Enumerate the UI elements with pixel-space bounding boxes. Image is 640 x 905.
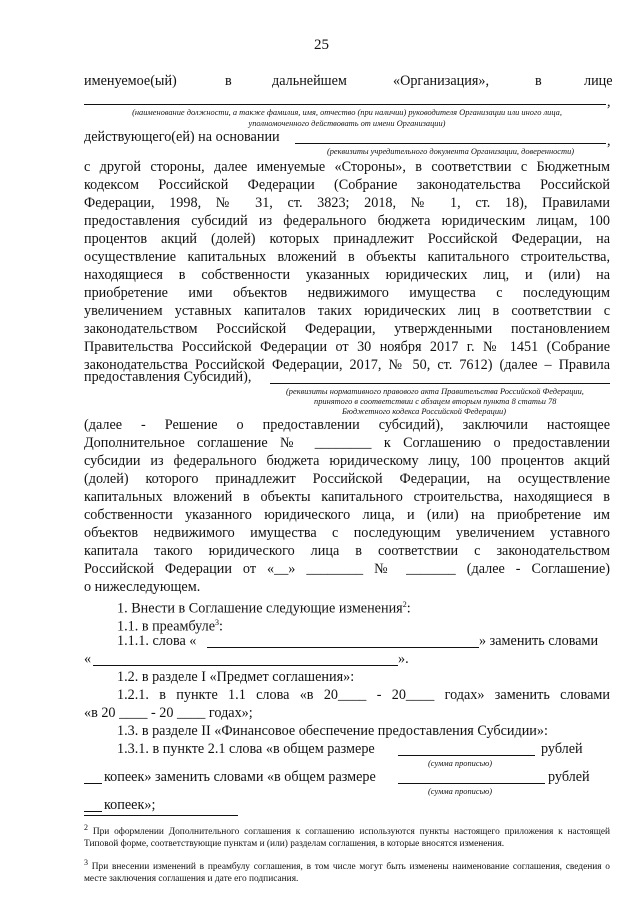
item-1-2-1-new: «в 20 ____ - 20 ____ годах»; bbox=[84, 705, 253, 721]
text-line: Дополнительное соглашение № ________ к Соглашению о предоставлении bbox=[84, 435, 610, 451]
regulation-caption-1: (реквизиты нормативного правового акта Правительства Российской Федерации, bbox=[286, 387, 584, 396]
item-1-3: 1.3. в разделе II «Финансовое обеспечение предоставления Субсидии»: bbox=[117, 723, 548, 739]
item-1-2-1: 1.2.1. в пункте 1.1 слова «в 20____ - 20____ годах» заменить словами bbox=[117, 687, 610, 703]
item-1-3-1-end: копеек»; bbox=[104, 797, 156, 813]
regulation-caption-3: Бюджетного кодекса Российской Федерации) bbox=[342, 407, 507, 416]
item-1-1-1-open-quote: « bbox=[84, 651, 92, 667]
item-1-1-1-start: 1.1.1. слова « bbox=[117, 633, 197, 649]
item-1-3-1-start: 1.3.1. в пункте 2.1 слова «в общем размере bbox=[117, 741, 375, 757]
text-line: Федерации, 1998, № 31, ст. 3823; 2018, № 1, ст. 18), Правилами bbox=[84, 195, 610, 211]
text-line: предоставления субсидий из федерального бюджета юридическим лицам, 100 bbox=[84, 213, 610, 229]
basis-blank bbox=[295, 143, 606, 144]
item-1-3-1-mid: копеек» заменить словами «в общем размере bbox=[104, 769, 376, 785]
basis-caption: (реквизиты учредительного документа Организации, доверенности) bbox=[326, 147, 575, 156]
intro-word-4: «Организация», bbox=[393, 73, 489, 89]
text-line: приобретение ими объектов недвижимого имущества с последующим bbox=[84, 285, 610, 301]
text-line: объектов недвижимого имущества с последующим увеличением уставного bbox=[84, 525, 610, 541]
text-line: с другой стороны, далее именуемые «Стороны», в соответствии с Бюджетным bbox=[84, 159, 610, 175]
item-1-1-1-new-blank bbox=[93, 665, 398, 666]
intro-word-5: в bbox=[535, 73, 542, 89]
item-1-2: 1.2. в разделе I «Предмет соглашения»: bbox=[117, 669, 355, 685]
text-line: Российской Федерации от «__» ________ № _______ (далее - Соглашение) bbox=[84, 561, 610, 577]
sum-caption-new: (сумма прописью) bbox=[428, 787, 493, 796]
intro-word-2: в bbox=[225, 73, 232, 89]
text-line: о нижеследующем. bbox=[84, 579, 201, 595]
footnote-3: $^3$ При внесении изменений в преамбулу соглашения, в том числе могут быть изменены наименование соглашения, сведения о месте заключения соглашения и дате его подписания. bbox=[84, 858, 610, 885]
sum-blank-new bbox=[398, 783, 545, 784]
intro-word-6: лице bbox=[584, 73, 613, 89]
intro-word-3: дальнейшем bbox=[272, 73, 347, 89]
text-line: (далее - Решение о предоставлении субсидий), заключили настоящее bbox=[84, 417, 610, 433]
text-line: капитальных вложений в объекты капитального строительства, находящиеся в bbox=[84, 489, 610, 505]
basis-comma: , bbox=[607, 133, 611, 149]
item-1-1-1-end: » заменить словами bbox=[479, 633, 599, 649]
representative-comma: , bbox=[607, 94, 611, 110]
item-1-3-1-rubles-new: рублей bbox=[548, 769, 590, 785]
text-line: увеличением уставных капиталов таких юридических лиц в соответствии с bbox=[84, 303, 610, 319]
item-1-1-1-blank bbox=[207, 647, 479, 648]
text-line: предоставления Субсидий), bbox=[84, 369, 252, 385]
page-number: 25 bbox=[314, 37, 329, 53]
item-1-3-1-rubles: рублей bbox=[541, 741, 583, 757]
text-line: осуществление капитальных вложений в объекты капитального строительства, bbox=[84, 249, 610, 265]
representative-caption-2: уполномоченного действовать от имени Организации) bbox=[248, 119, 446, 128]
sum-blank-old bbox=[398, 755, 535, 756]
text-line: собственности указанного юридического лица, и (или) на приобретение им bbox=[84, 507, 610, 523]
footnote-2: $^2$ При оформлении Дополнительного соглашения к соглашению используются пункты настоящего приложения к настоящей Типовой форме, соответствующие пунктам и (или) разделам соглашения, в которые вносятся изменения. bbox=[84, 823, 611, 850]
representative-caption-1: (наименование должности, а также фамилия, имя, отчество (при наличии) руководителя Организации или иного лица, bbox=[132, 108, 562, 117]
regulation-blank bbox=[270, 383, 610, 384]
sum-caption-old: (сумма прописью) bbox=[428, 759, 493, 768]
item-1-1: 1.1. в преамбуле$^3$: bbox=[117, 618, 223, 635]
text-line: капитала такого юридического лица в соответствии с законодательством bbox=[84, 543, 610, 559]
text-line: законодательством Российской Федерации, утвержденными постановлением bbox=[84, 321, 610, 337]
intro-word-1: именуемое(ый) bbox=[84, 73, 177, 89]
footnote-separator bbox=[84, 815, 238, 816]
text-line: находящиеся в собственности указанных юридических лиц, и (или) на bbox=[84, 267, 610, 283]
text-line: (долей) которого принадлежит Российской Федерации, на осуществление bbox=[84, 471, 610, 487]
text-line: Правительства Российской Федерации от 30 ноября 2017 г. № 1451 (Собрание bbox=[84, 339, 610, 355]
kopecks-blank-old bbox=[84, 783, 102, 784]
text-line: кодексом Российской Федерации (Собрание законодательства Российской bbox=[84, 177, 610, 193]
text-line: законодательства Российской Федерации, 2017, № 50, ст. 7612) (далее – Правила bbox=[84, 357, 610, 373]
item-1-1-1-close-quote: ». bbox=[398, 651, 409, 667]
regulation-caption-2: принятого в соответствии с абзацем вторым пункта 8 статьи 78 bbox=[314, 397, 557, 406]
basis-label: действующего(ей) на основании bbox=[84, 129, 280, 145]
text-line: процентов акций (долей) которых принадлежит Российской Федерации, на bbox=[84, 231, 610, 247]
representative-blank bbox=[84, 104, 606, 105]
text-line: субсидии из федерального бюджета юридическому лицу, 100 процентов акций bbox=[84, 453, 610, 469]
kopecks-blank-new bbox=[84, 811, 102, 812]
item-1: 1. Внести в Соглашение следующие изменения$^2$: bbox=[117, 600, 411, 617]
